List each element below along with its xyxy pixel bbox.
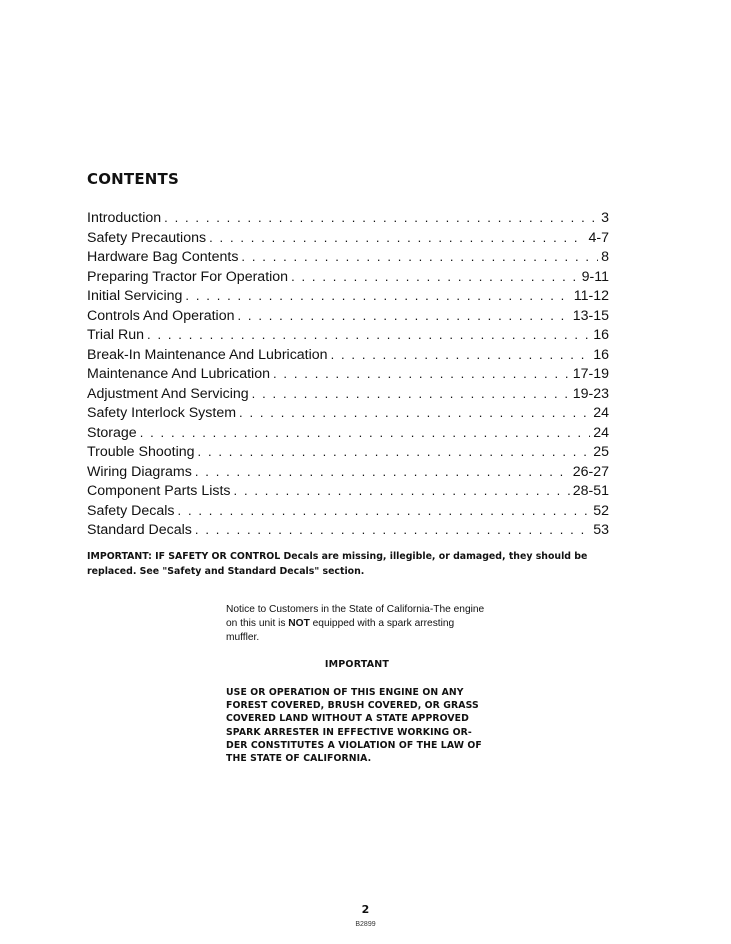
toc-entry (87, 442, 609, 462)
notice-emphasis: NOT (288, 618, 310, 629)
toc-entry-page: 17-19 (572, 366, 609, 382)
dot-leader (209, 228, 585, 248)
toc-entry-title: Maintenance And Lubrication (87, 366, 270, 382)
toc-entry-title: Safety Decals (87, 502, 175, 519)
toc-entry-page: 28-51 (572, 483, 609, 499)
dot-leader (147, 325, 590, 345)
toc-entry-title: Wiring Diagrams (87, 463, 192, 480)
toc-entry-page: 16 (593, 327, 609, 343)
toc-entry-title: Trial Run (87, 327, 145, 343)
page-number: 2 (361, 903, 370, 916)
toc-entry (87, 325, 609, 345)
decal-important-note: IMPORTANT: IF SAFETY OR CONTROL Decals are missing, illegible, or damaged, they should be replaced. See "Safety and Standard Decals" section. (87, 551, 588, 577)
toc-entry-title: Trouble Shooting (87, 444, 195, 460)
toc-entry-title: Adjustment And Servicing (87, 385, 249, 402)
dot-leader (252, 384, 570, 404)
toc-entry-page: 4-7 (588, 229, 609, 246)
toc-entry-title: Preparing Tractor For Operation (87, 268, 289, 285)
toc-entry (87, 423, 609, 443)
toc-entry-title: Standard Decals (87, 522, 192, 538)
toc-entry-title: Component Parts Lists (87, 483, 231, 499)
toc-entry-title: Hardware Bag Contents (87, 249, 239, 265)
notice-text-end: equipped with a spark arresting muffler. (226, 618, 455, 643)
toc-entry-title: Safety Precautions (87, 229, 207, 246)
toc-entry-page: 24 (593, 405, 609, 421)
dot-leader (178, 501, 591, 521)
toc-entry-page: 9-11 (581, 268, 609, 285)
toc-entry (87, 364, 609, 384)
dot-leader (291, 267, 579, 287)
dot-leader (198, 442, 591, 462)
toc-entry-title: Introduction (87, 210, 162, 226)
spark-arrester-warning: USE OR OPERATION OF THIS ENGINE ON ANY FOREST COVERED, BRUSH COVERED, OR GRASS COVERED LAND WITHOUT A STATE APPROVED SPARK ARRESTER IN EFFECTIVE WORKING OR-DER CONSTITUTES A VIOLATION OF THE LAW OF THE STATE OF CALIFORNIA. (226, 687, 482, 765)
toc-entry-page: 24 (593, 424, 609, 441)
toc-entry-page: 13-15 (572, 307, 609, 324)
toc-entry-title: Storage (87, 424, 137, 441)
dot-leader (237, 306, 569, 326)
dot-leader (331, 345, 591, 365)
toc-entry (87, 247, 609, 267)
dot-leader (195, 520, 590, 540)
dot-leader (273, 364, 570, 384)
california-notice (226, 603, 488, 765)
toc-entry (87, 306, 609, 326)
contents-heading: CONTENTS (87, 170, 179, 188)
dot-leader (164, 208, 598, 228)
toc-entry-title: Break-In Maintenance And Lubrication (87, 346, 328, 363)
dot-leader (241, 247, 598, 267)
toc-entry-title: Initial Servicing (87, 288, 183, 304)
toc-entry-page: 16 (593, 346, 609, 363)
dot-leader (234, 481, 570, 501)
toc-entry-title: Safety Interlock System (87, 405, 237, 421)
toc-entry (87, 520, 609, 540)
notice-text-start: Notice to Customers in the State of California-The engine on this unit is (226, 604, 485, 629)
toc-entry-page: 8 (601, 249, 609, 265)
toc-entry-page: 11-12 (573, 288, 609, 304)
toc-entry (87, 208, 609, 228)
dot-leader (195, 462, 570, 482)
toc-entry-page: 53 (593, 522, 609, 538)
dot-leader (239, 403, 590, 423)
dot-leader (185, 286, 570, 306)
document-code: B2899 (355, 921, 376, 928)
toc-entry-page: 25 (593, 444, 609, 460)
table-of-contents (87, 208, 609, 540)
toc-entry (87, 228, 609, 248)
toc-entry (87, 345, 609, 365)
toc-entry (87, 481, 609, 501)
toc-entry-page: 26-27 (572, 463, 609, 480)
toc-entry-page: 52 (593, 502, 609, 519)
toc-entry (87, 501, 609, 521)
toc-entry (87, 462, 609, 482)
notice-text (226, 603, 488, 645)
toc-entry-page: 19-23 (572, 385, 609, 402)
toc-entry (87, 384, 609, 404)
toc-entry-title: Controls And Operation (87, 307, 235, 324)
notice-heading: IMPORTANT (324, 659, 390, 670)
toc-entry-page: 3 (601, 210, 609, 226)
toc-entry (87, 267, 609, 287)
toc-entry (87, 286, 609, 306)
toc-entry (87, 403, 609, 423)
dot-leader (140, 423, 591, 443)
